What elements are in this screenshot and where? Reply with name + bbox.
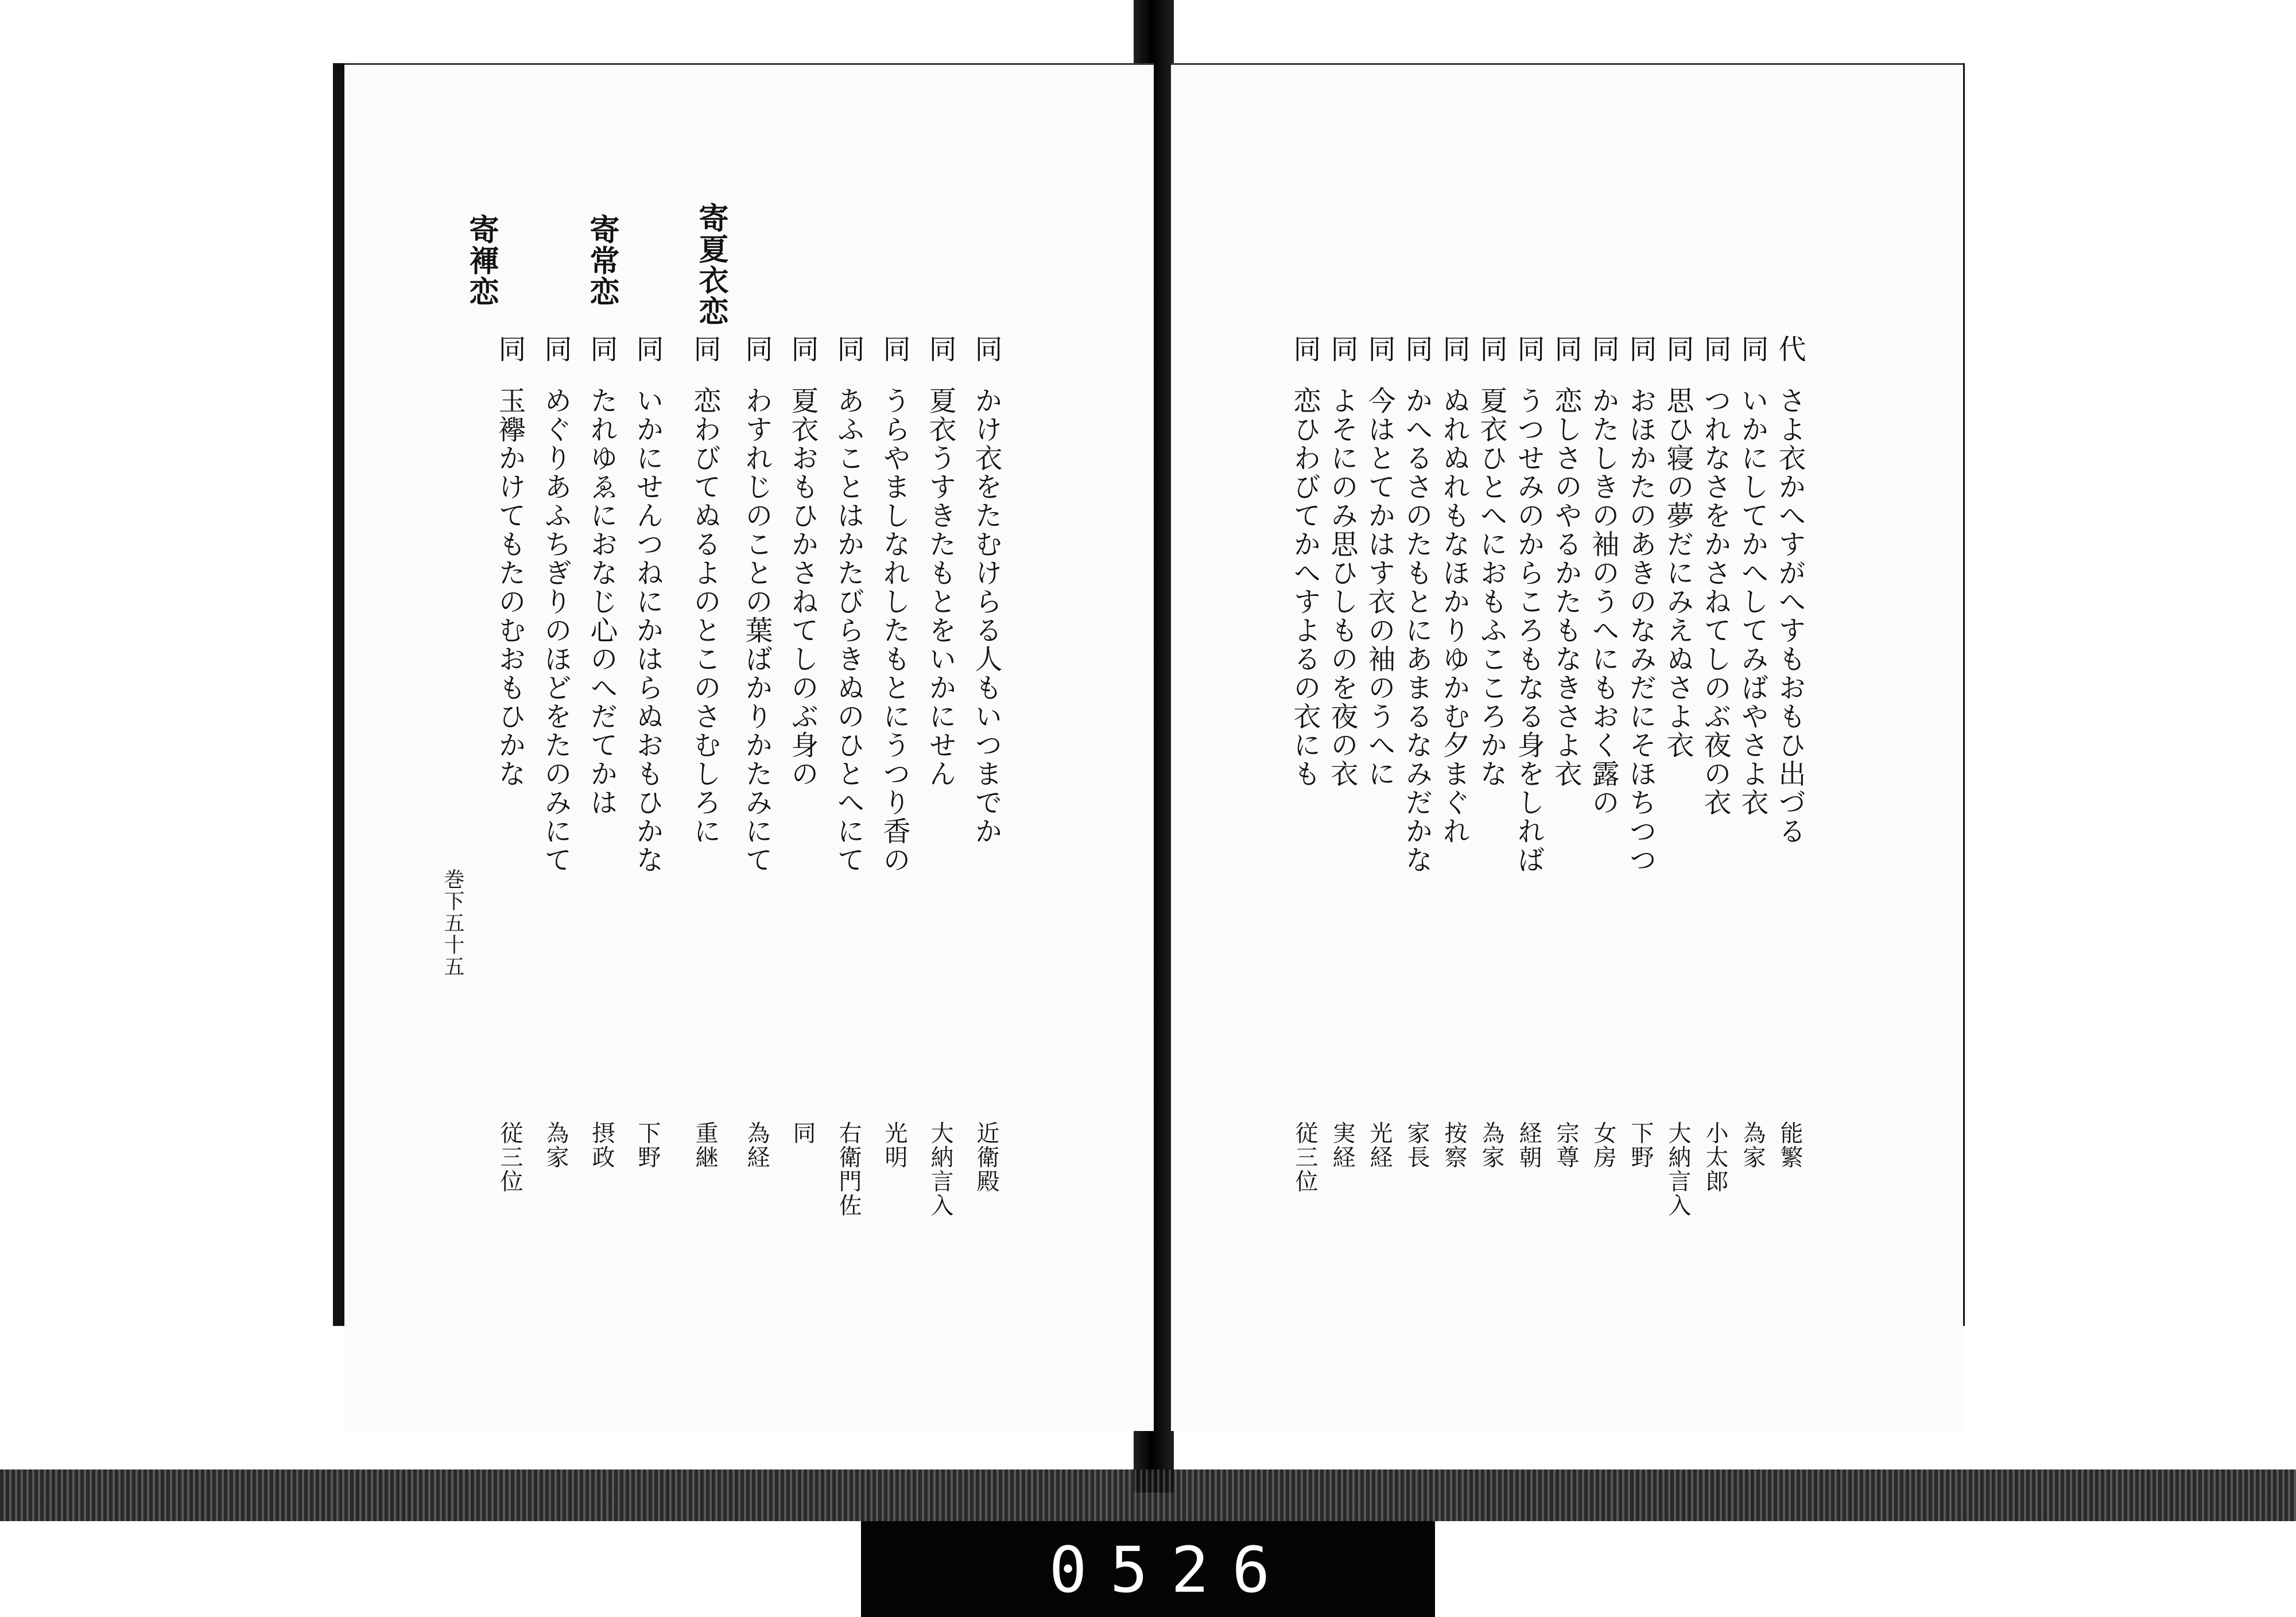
heading-3: 寄褌恋: [464, 214, 499, 307]
poem-mark: 同: [1438, 335, 1470, 363]
scan-bottom-band: [0, 1469, 2296, 1521]
poem-author: 実経: [1329, 1121, 1355, 1169]
poem-author: 為家: [1478, 1121, 1504, 1169]
poem-text: おほかたのあきのなみだにそほちつつ: [1624, 386, 1657, 874]
poem-author: 光経: [1366, 1121, 1393, 1169]
heading-2: 寄常恋: [584, 214, 619, 307]
poem-text: 恋しさのやるかたもなきさよ衣: [1550, 386, 1582, 788]
poem-text: 夏衣おもひかさねてしのぶ身の: [786, 386, 819, 788]
poem-mark: 同: [1289, 335, 1321, 363]
poem-author: 宗尊: [1553, 1121, 1579, 1169]
poem-author: 能繁: [1777, 1121, 1803, 1169]
poem-author: 下野: [1627, 1121, 1654, 1169]
poem-mark: 同: [740, 335, 773, 363]
poem-mark: 同: [1475, 335, 1507, 363]
poem-author: 按察: [1441, 1121, 1467, 1169]
poem-text: いかにしてかへしてみばやさよ衣: [1736, 386, 1768, 817]
poem-mark: 同: [924, 335, 956, 363]
poem-mark: 同: [1512, 335, 1545, 363]
poem-author: 経朝: [1515, 1121, 1542, 1169]
poem-author: 女房: [1590, 1121, 1616, 1169]
poem-text: あふことはかたびらきぬのひとへにて: [832, 386, 864, 874]
poem-mark: 同: [878, 335, 910, 363]
frame-number: 0526: [1049, 1533, 1293, 1607]
poem-text: うつせみのからころもなる身をしれば: [1512, 386, 1545, 874]
poem-mark: 同: [1401, 335, 1433, 363]
poem-text: たれゆゑにおなじ心のへだてかは: [585, 386, 618, 817]
poem-mark: 同: [970, 335, 1002, 363]
poem-mark: 同: [1662, 335, 1694, 363]
poem-mark: 同: [1326, 335, 1358, 363]
poem-text: つれなさをかさねてしのぶ夜の衣: [1699, 386, 1731, 817]
poem-text: いかにせんつねにかはらぬおもひかな: [631, 386, 664, 874]
poem-mark: 同: [689, 335, 721, 363]
poem-mark: 同: [1699, 335, 1731, 363]
poem-author: 大納言入: [927, 1121, 953, 1217]
poem-mark: 同: [1587, 335, 1619, 363]
poem-text: 玉襷かけてもたのむおもひかな: [494, 386, 526, 788]
poem-mark: 同: [1624, 335, 1657, 363]
poem-text: 恋わびてぬるよのとこのさむしろに: [689, 386, 721, 846]
poem-text: かけ衣をたむけらる人もいつまでか: [970, 386, 1002, 846]
poem-mark: 同: [585, 335, 618, 363]
left-page: [344, 63, 1154, 1431]
poem-text: よそにのみ思ひしものを夜の衣: [1326, 386, 1358, 788]
poem-text: わすれじのことの葉ばかりかたみにて: [740, 386, 773, 874]
poem-text: うらやましなれしたもとにうつり香の: [878, 386, 910, 874]
poem-author: 為家: [542, 1121, 569, 1169]
poem-text: さよ衣かへすがへすもおもひ出づる: [1774, 386, 1806, 846]
poem-mark: 同: [494, 335, 526, 363]
poem-text: 夏衣ひとへにおもふこころかな: [1475, 386, 1507, 788]
poem-author: 同: [789, 1121, 816, 1145]
poem-author: 為経: [743, 1121, 770, 1169]
poem-text: めぐりあふちぎりのほどをたのみにて: [540, 386, 572, 874]
poem-mark: 同: [832, 335, 864, 363]
poem-author: 従三位: [497, 1121, 523, 1193]
poem-author: 光明: [881, 1121, 907, 1169]
poem-mark: 同: [1736, 335, 1768, 363]
poem-author: 為家: [1739, 1121, 1766, 1169]
poem-text: かへるさのたもとにあまるなみだかな: [1401, 386, 1433, 874]
poem-author: 摂政: [588, 1121, 615, 1169]
poem-mark: 同: [1363, 335, 1395, 363]
poem-mark: 代: [1774, 335, 1806, 363]
poem-mark: 同: [631, 335, 664, 363]
poem-author: 従三位: [1292, 1121, 1318, 1193]
poem-author: 小太郎: [1702, 1121, 1728, 1193]
poem-mark: 同: [786, 335, 819, 363]
poem-author: 家長: [1403, 1121, 1430, 1169]
poem-text: 思ひ寝の夢だにみえぬさよ衣: [1662, 386, 1694, 759]
folio-number: 巻下五十五: [441, 868, 464, 978]
poem-author: 右衛門佐: [835, 1121, 862, 1217]
poem-mark: 同: [1550, 335, 1582, 363]
poem-text: ぬれぬれもなほかりゆかむ夕まぐれ: [1438, 386, 1470, 846]
poem-text: 夏衣うすきたもとをいかにせん: [924, 386, 956, 788]
heading-1: 寄夏衣恋: [693, 203, 728, 327]
poem-text: 恋ひわびてかへすよるの衣にも: [1289, 386, 1321, 788]
poem-mark: 同: [540, 335, 572, 363]
poem-author: 下野: [634, 1121, 661, 1169]
poem-author: 重継: [692, 1121, 718, 1169]
poem-author: 近衛殿: [973, 1121, 999, 1193]
poem-text: 今はとてかはす衣の袖のうへに: [1363, 386, 1395, 788]
right-page: [1171, 63, 1963, 1431]
poem-text: かたしきの袖のうへにもおく露の: [1587, 386, 1619, 817]
poem-author: 大納言入: [1665, 1121, 1691, 1217]
